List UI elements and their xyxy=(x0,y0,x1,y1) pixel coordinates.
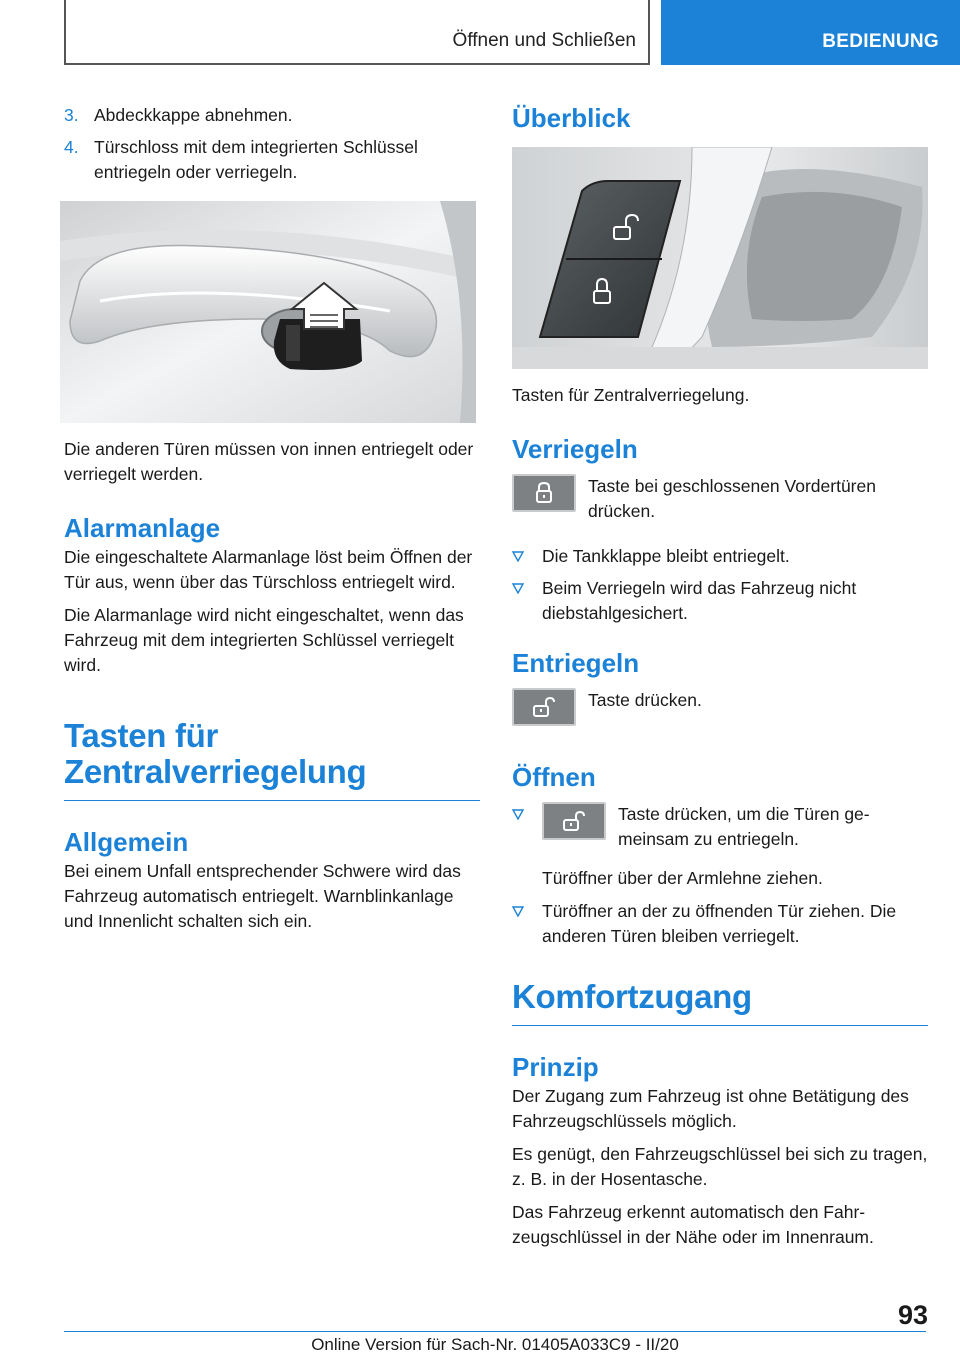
left-column xyxy=(64,103,480,934)
section-tab-label: BEDIENUNG xyxy=(822,31,939,52)
chapter-title: Öffnen und Schließen xyxy=(452,30,636,51)
lock-button-text: Taste bei geschlossenen Vordertüren drücken. xyxy=(588,476,876,521)
heading-tasten-zentralverriegelung: Tasten für Zentralverriegelung xyxy=(64,717,367,790)
paragraph-general: Bei einem Unfall entsprechender Schwere wird das Fahrzeug automatisch entriegelt. Warnblinkanlage und Innenlicht schalten sich ein. xyxy=(64,861,461,931)
lock-bullet-text: Beim Verriegeln wird das Fahrzeug nicht diebstahlgesichert. xyxy=(542,578,857,623)
lock-bullet xyxy=(512,576,928,626)
step-item xyxy=(64,103,480,128)
heading-komfortzugang: Komfortzugang xyxy=(512,978,752,1015)
unlock-button-image xyxy=(512,688,576,726)
right-column xyxy=(512,103,928,1250)
header-right-border xyxy=(648,0,650,64)
step-list xyxy=(64,103,480,185)
heading-oeffnen: Öffnen xyxy=(512,762,596,792)
lock-open-icon xyxy=(530,694,558,720)
step-item xyxy=(64,135,480,185)
open-bullet-text: Türöffner an der zu öffnenden Tür ziehen. Die anderen Türen bleiben verriegelt. xyxy=(542,901,897,946)
triangle-bullet-icon xyxy=(512,550,524,562)
heading-alarmanlage: Alarmanlage xyxy=(64,513,221,543)
open-bullet-list xyxy=(512,899,928,949)
lock-bullet-text: Die Tankklappe bleibt entriegelt. xyxy=(542,546,790,566)
central-lock-buttons-image xyxy=(512,147,928,369)
step-number: 4. xyxy=(64,137,79,157)
heading-allgemein: Allgemein xyxy=(64,827,189,857)
open-bullet-row xyxy=(512,802,928,860)
paragraph-alarm-2: Die Alarmanlage wird nicht eingeschaltet, wenn das Fahrzeug mit dem integrierten Schlüssel verriegelt wird. xyxy=(64,605,464,675)
unlock-button-row xyxy=(512,688,928,744)
open-bullet-text: Taste drücken, um die Türen gemeinsam zu entriegeln. xyxy=(618,804,870,849)
heading-rule xyxy=(512,1025,928,1026)
heading-rule xyxy=(64,800,480,801)
unlock-button-text: Taste drücken. xyxy=(588,690,702,710)
lock-open-icon xyxy=(560,808,588,834)
triangle-bullet-icon xyxy=(512,582,524,594)
paragraph-principle-2: Es genügt, den Fahrzeugschlüssel bei sich zu tragen, z. B. in der Hosentasche. xyxy=(512,1144,928,1189)
lock-bullet xyxy=(512,544,928,569)
page-number: 93 xyxy=(897,1300,928,1330)
heading-ueberblick: Überblick xyxy=(512,103,631,133)
paragraph-alarm-1: Die eingeschaltete Alarmanlage löst beim Öffnen der Tür aus, wenn über das Türschloss entriegelt wird. xyxy=(64,547,473,592)
open-continuation: Türöffner über der Armlehne ziehen. xyxy=(542,868,823,888)
paragraph-principle-3: Das Fahrzeug erkennt automatisch den Fahrzeugschlüssel in der Nähe oder im Innenraum. xyxy=(512,1202,874,1247)
lock-button-row xyxy=(512,474,928,530)
heading-verriegeln: Verriegeln xyxy=(512,434,638,464)
heading-prinzip: Prinzip xyxy=(512,1052,599,1082)
open-bullet xyxy=(512,899,928,949)
paragraph-principle-1: Der Zugang zum Fahrzeug ist ohne Betätigung des Fahrzeugschlüssels möglich. xyxy=(512,1086,909,1131)
figure-caption: Tasten für Zentralverriegelung. xyxy=(512,385,750,405)
door-handle-lock-image xyxy=(60,201,476,423)
section-tab[interactable] xyxy=(661,0,960,65)
triangle-bullet-icon xyxy=(512,808,524,820)
lock-closed-icon xyxy=(530,480,558,506)
footer-rule xyxy=(64,1331,926,1332)
header-bottom-border xyxy=(64,63,650,65)
door-handle-illustration xyxy=(60,201,476,423)
lock-button-image xyxy=(512,474,576,512)
heading-entriegeln: Entriegeln xyxy=(512,648,640,678)
open-button-image xyxy=(542,802,606,840)
central-lock-illustration xyxy=(512,147,928,369)
step-text: Abdeckkappe abnehmen. xyxy=(94,105,293,125)
paragraph-other-doors: Die anderen Türen müssen von innen entriegelt oder verriegelt werden. xyxy=(64,439,474,484)
footer-online-version: Online Version für Sach-Nr. 01405A033C9 - II/20 xyxy=(311,1335,679,1354)
lock-bullet-list xyxy=(512,544,928,626)
triangle-bullet-icon xyxy=(512,905,524,917)
step-number: 3. xyxy=(64,105,79,125)
step-text: Türschloss mit dem integrierten Schlüssel entriegeln oder verriegeln. xyxy=(94,137,418,182)
